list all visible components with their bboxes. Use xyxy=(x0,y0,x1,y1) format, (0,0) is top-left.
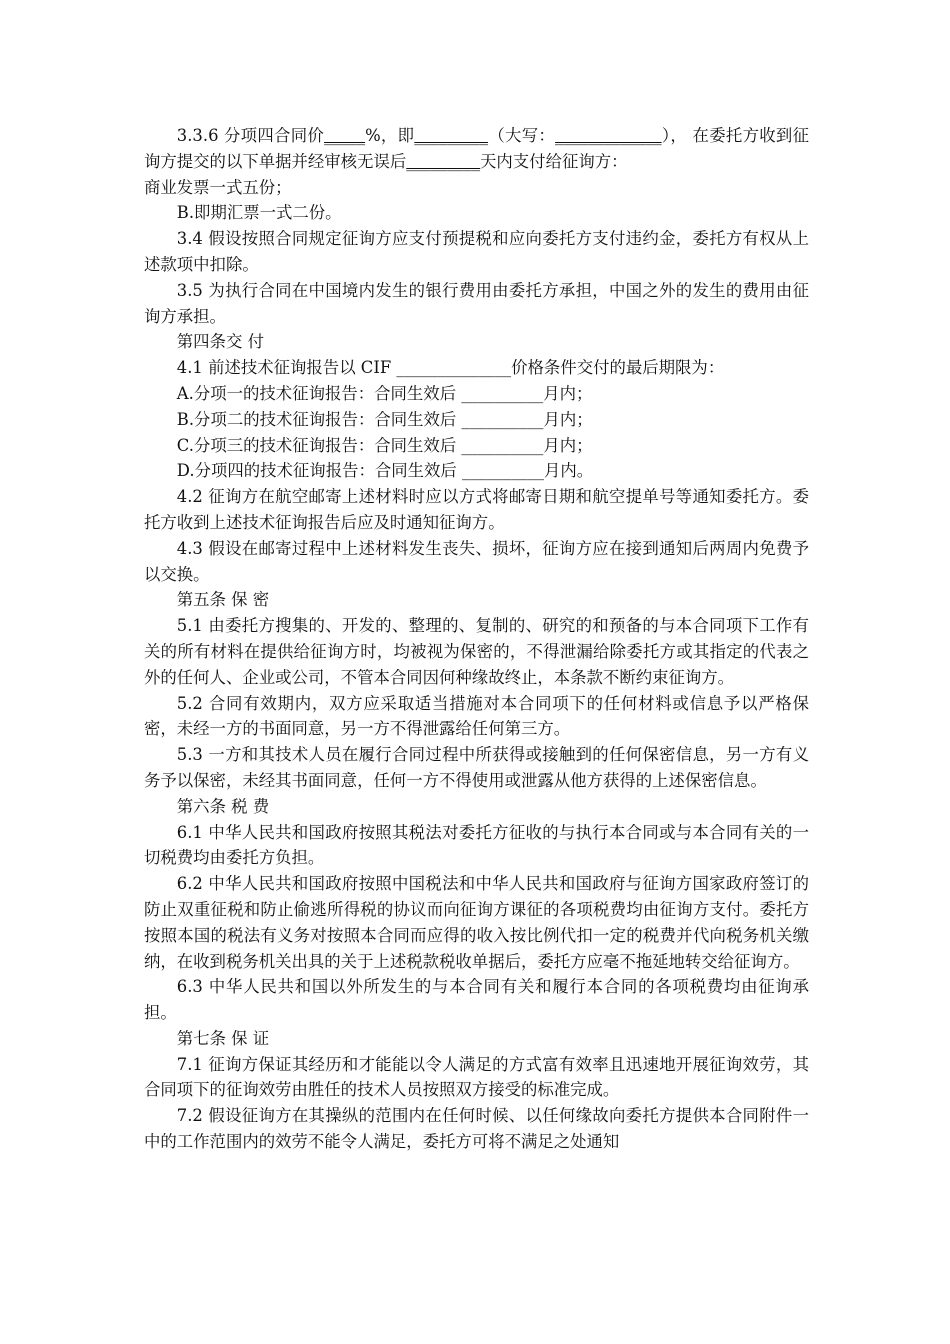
clause-text: ）， 在委托方收到征询方提交的以下单据并经审核无误后 xyxy=(144,126,809,171)
clause-6-2: 6.2 中华人民共和国政府按照中国税法和中华人民共和国政府与征询方国家政府签订的防止双重征税和防止偷逃所得税的协议而向征询方课征的各项税费均由征询方支付。委托方按照本国的税法有义务对按照本合同而应得的收入按比例代扣一定的税费并代向税务机关缴纳，在收到税务机关出具的关于上述税款税收单据后，委托方应毫不拖延地转交给征询方。 xyxy=(144,874,809,971)
doc-list-item: 商业发票一式五份； xyxy=(144,177,292,197)
clause-text: %，即 xyxy=(365,126,415,145)
clause-text: 天内支付给征询方： xyxy=(480,151,628,171)
clause-3-3-6 xyxy=(144,123,809,175)
doc-list-item: B.即期汇票一式二份。 xyxy=(176,203,342,223)
clause-4-1: 4.1 前述技术征询报告以 CIF ______________价格条件交付的最后期限为： xyxy=(176,358,725,378)
clause-7-2: 7.2 假设征询方在其操纵的范围内在任何时候、以任何缘故向委托方提供本合同附件一中的工作范围内的效劳不能令人满足，委托方可将不满足之处通知 xyxy=(144,1106,809,1152)
blank-days: _________ xyxy=(406,151,481,171)
section-heading-5: 第五条 保 密 xyxy=(176,590,270,610)
clause-4-1-b: B.分项二的技术征询报告：合同生效后 __________月内； xyxy=(176,409,593,429)
clause-text: （大写： xyxy=(488,126,556,145)
clause-4-1-d: D.分项四的技术征询报告：合同生效后 __________月内。 xyxy=(176,461,594,481)
clause-6-1: 6.1 中华人民共和国政府按照其税法对委托方征收的与执行本合同或与本合同有关的一切税费均由委托方负担。 xyxy=(144,822,809,868)
clause-5-1: 5.1 由委托方搜集的、开发的、整理的、复制的、研究的和预备的与本合同项下工作有关的所有材料在提供给征询方时，均被视为保密的，不得泄漏给除委托方或其指定的代表之外的任何人、企业或公司，不管本合同因何种缘故终止，本条款不断约束征询方。 xyxy=(144,616,809,687)
clause-3-5: 3.5 为执行合同在中国境内发生的银行费用由委托方承担，中国之外的发生的费用由征询方承担。 xyxy=(144,280,809,326)
clause-7-1: 7.1 征询方保证其经历和才能能以令人满足的方式富有效率且迅速地开展征询效劳，其合同项下的征询效劳由胜任的技术人员按照双方接受的标准完成。 xyxy=(144,1054,809,1100)
clause-4-1-c: C.分项三的技术征询报告：合同生效后 __________月内； xyxy=(176,435,593,455)
clause-4-1-a: A.分项一的技术征询报告：合同生效后 __________月内； xyxy=(176,383,593,403)
clause-4-3: 4.3 假设在邮寄过程中上述材料发生丧失、损坏，征询方应在接到通知后两周内免费予以交换。 xyxy=(144,538,809,584)
blank-amount-words: _____________ xyxy=(555,126,662,145)
section-heading-7: 第七条 保 证 xyxy=(176,1028,270,1048)
contract-text xyxy=(144,123,809,1155)
clause-5-2: 5.2 合同有效期内，双方应采取适当措施对本合同项下的任何材料或信息予以严格保密，未经一方的书面同意，另一方不得泄露给任何第三方。 xyxy=(144,693,809,739)
clause-5-3: 5.3 一方和其技术人员在履行合同过程中所获得或接触到的任何保密信息，另一方有义务予以保密，未经其书面同意，任何一方不得使用或泄露从他方获得的上述保密信息。 xyxy=(144,745,809,790)
clause-3-4: 3.4 假设按照合同规定征询方应支付预提税和应向委托方支付违约金，委托方有权从上述款项中扣除。 xyxy=(144,229,809,274)
clause-6-3: 6.3 中华人民共和国以外所发生的与本合同有关和履行本合同的各项税费均由征询承担。 xyxy=(144,977,809,1023)
blank-percent: _____ xyxy=(324,126,366,145)
blank-amount: _________ xyxy=(414,126,489,145)
section-heading-4: 第四条交 付 xyxy=(176,332,264,352)
clause-text: 3.3.6 分项四合同价 xyxy=(176,126,325,145)
section-heading-6: 第六条 税 费 xyxy=(176,796,270,816)
clause-4-2: 4.2 征询方在航空邮寄上述材料时应以方式将邮寄日期和航空提单号等通知委托方。委托方收到上述技术征询报告后应及时通知征询方。 xyxy=(144,487,809,532)
